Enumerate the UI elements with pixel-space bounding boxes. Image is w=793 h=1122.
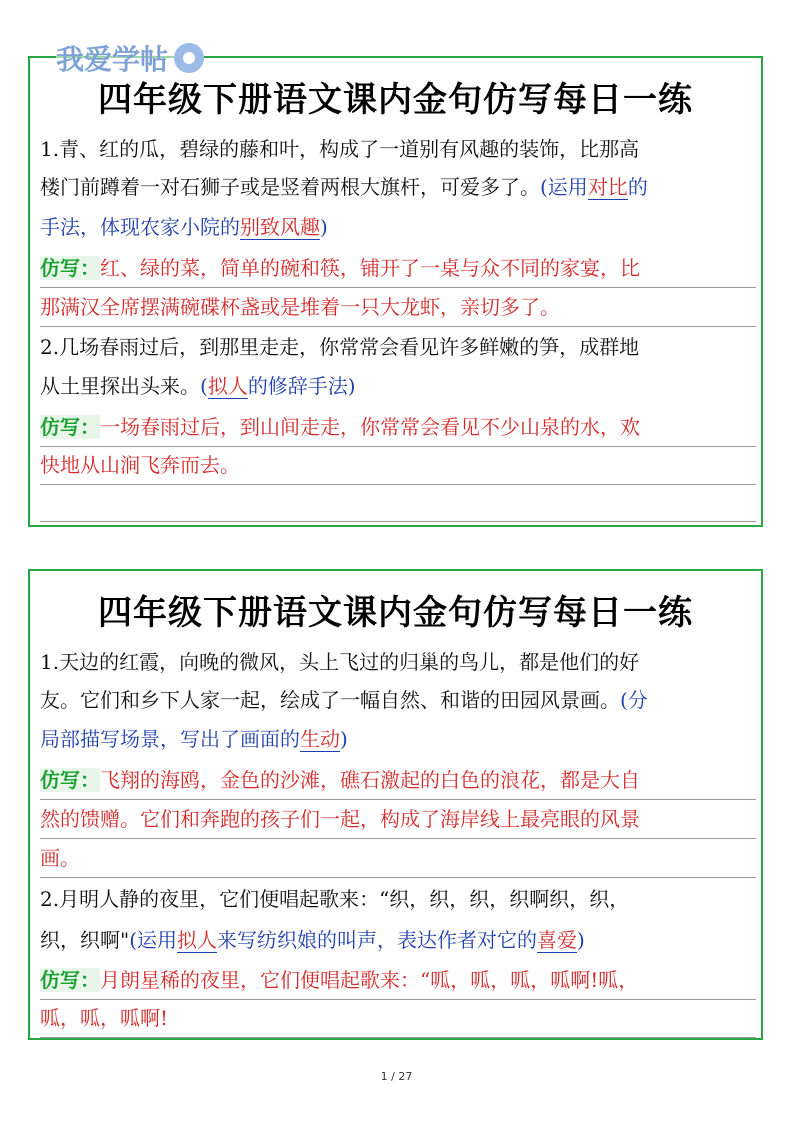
exercise-card-1 — [28, 56, 763, 527]
note-text: (分 — [620, 688, 648, 712]
blank-writing-line — [40, 521, 756, 522]
logo-badge-icon — [174, 43, 204, 73]
answer-1-line-3: 画。 — [40, 839, 756, 878]
note-text: 局部描写场景，写出了画面的 — [40, 727, 300, 751]
question-text: 从土里探出头来。 — [40, 374, 200, 398]
question-1-line-3 — [40, 208, 756, 246]
question-2-line-1: 2.几场春雨过后，到那里走走，你常常会看见许多鲜嫩的笋，成群地 — [40, 335, 640, 359]
note-keyword: 生动 — [300, 727, 340, 751]
watermark-logo — [56, 38, 204, 78]
question-2-line-1: 2.月明人静的夜里，它们便唱起歌来：“织，织，织，织啊织，织， — [40, 887, 630, 911]
note-text: 来写纺织娘的叫声，表达作者对它的 — [217, 928, 538, 952]
question-1-line-1: 1.青、红的瓜，碧绿的藤和叶，构成了一道别有风趣的装饰，比那高 — [40, 137, 640, 161]
note-text: 的 — [627, 175, 648, 199]
imitation-label: 仿写： — [40, 415, 100, 439]
note-text: ) — [320, 215, 328, 239]
note-text: ( — [200, 374, 208, 398]
note-keyword: 喜爱 — [537, 928, 578, 952]
answer-text: 月朗星稀的夜里，它们便唱起歌来：“呱，呱，呱，呱啊!呱， — [100, 968, 639, 992]
question-1-line-2 — [40, 681, 756, 719]
card-title: 四年级下册语文课内金句仿写每日一练 — [98, 80, 693, 120]
note-text: (运用 — [129, 928, 178, 952]
note-keyword: 别致风趣 — [240, 215, 320, 239]
imitation-label: 仿写： — [40, 768, 100, 792]
answer-1-line-2: 然的馈赠。它们和奔跑的孩子们一起，构成了海岸线上最亮眼的风景 — [40, 800, 756, 839]
note-text: 手法，体现农家小院的 — [40, 215, 240, 239]
page-number: 1 / 27 — [380, 1070, 413, 1083]
imitation-label: 仿写： — [40, 968, 100, 992]
question-2-line-2 — [40, 921, 756, 959]
note-keyword: 拟人 — [207, 374, 248, 398]
answer-text: 飞翔的海鸥，金色的沙滩，礁石激起的白色的浪花，都是大自 — [100, 768, 640, 792]
question-text: 织，织啊" — [40, 928, 130, 952]
note-keyword: 对比 — [587, 175, 628, 199]
answer-text: 一场春雨过后，到山间走走，你常常会看见不少山泉的水，欢 — [100, 415, 640, 439]
note-text: ) — [340, 727, 348, 751]
card-title: 四年级下册语文课内金句仿写每日一练 — [98, 593, 693, 633]
exercise-card-2 — [28, 569, 763, 1040]
question-1-line-2 — [40, 168, 756, 206]
note-text: 的修辞手法) — [247, 374, 356, 398]
question-1-line-1: 1.天边的红霞，向晚的微风，头上飞过的归巢的鸟儿，都是他们的好 — [40, 650, 640, 674]
answer-2-line-1 — [40, 408, 756, 447]
note-text: ) — [577, 928, 585, 952]
question-1-line-3 — [40, 720, 756, 758]
note-text: (运用 — [540, 175, 588, 199]
answer-text: 红、绿的菜，简单的碗和筷，铺开了一桌与众不同的家宴，比 — [100, 256, 640, 280]
answer-2-line-2: 快地从山涧飞奔而去。 — [40, 446, 756, 485]
answer-2-line-1 — [40, 961, 756, 1000]
answer-2-line-2: 呱，呱，呱啊! — [40, 999, 756, 1038]
question-text: 友。它们和乡下人家一起，绘成了一幅自然、和谐的田园风景画。 — [40, 688, 620, 712]
question-text: 楼门前蹲着一对石狮子或是竖着两根大旗杆，可爱多了。 — [40, 175, 540, 199]
answer-1-line-1 — [40, 761, 756, 800]
answer-1-line-2: 那满汉全席摆满碗碟杯盏或是堆着一只大龙虾，亲切多了。 — [40, 288, 756, 327]
answer-1-line-1 — [40, 249, 756, 288]
logo-text: 我爱学帖 — [56, 43, 169, 76]
imitation-label: 仿写： — [40, 256, 100, 280]
note-keyword: 拟人 — [177, 928, 218, 952]
question-2-line-2 — [40, 367, 756, 405]
